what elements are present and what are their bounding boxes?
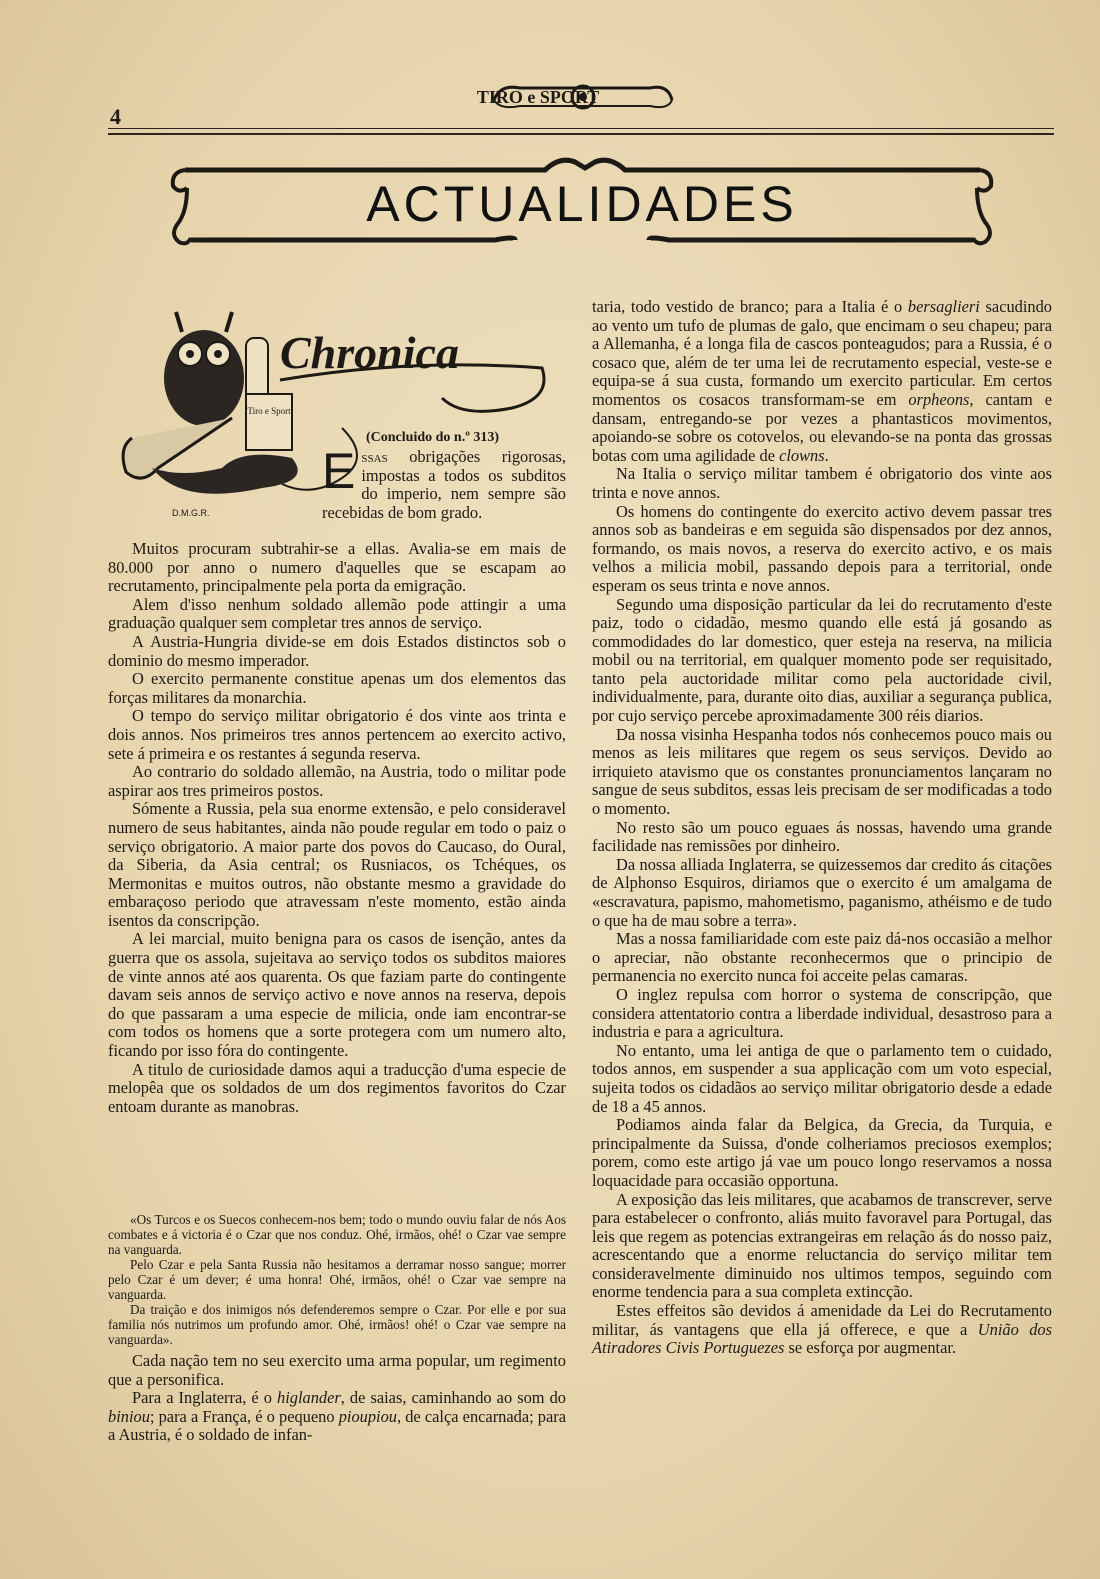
paragraph: Ao contrario do soldado allemão, na Austria, todo o militar pode aspirar aos tres primeiros postos. (108, 762, 566, 800)
header-rule-double (108, 133, 1054, 135)
paragraph: Muitos procuram subtrahir-se a ellas. Avalia-se em mais de 80.000 por anno o numero d'aquelles que se escapam ao recrutamento, principalmente pela porta da emigração. (108, 539, 566, 596)
masthead-logo (476, 70, 676, 116)
paragraph: A titulo de curiosidade damos aqui a traducção d'uma especie de melopêa que os soldados de um dos regimentos favoritos do Czar entoam durante as manobras. (108, 1059, 566, 1116)
section-title: ACTUALIDADES (366, 176, 798, 232)
paragraph: A exposição das leis militares, que acabamos de transcrever, serve para estabelecer o confronto, aliás muito favoravel para Portugal, das leis que regem as potencias extrangeiras em relação ás do nosso paiz, acrescentando que a enorme reluctancia do serviço militar tem consideravelmente diminuido nos ultimos tempos, seguindo com enorme tendencia para a sua completa extincção. (592, 1189, 1052, 1302)
paragraph: Para a Inglaterra, é o higlander, de saias, caminhando ao som do biniou; para a França, é o pequeno pioupiou, de calça encarnada; para a Austria, é o soldado de infan- (108, 1388, 567, 1445)
column-right (592, 298, 1052, 1358)
lead-paragraph (322, 443, 566, 522)
column-left (108, 540, 566, 1116)
bottle-label: Tiro e Sport (247, 406, 291, 416)
paragraph: Podiamos ainda falar da Belgica, da Grecia, da Turquia, e principalmente da Suissa, d'onde colheriamos preciosos exemplos; porem, como este artigo já vae um pouco longo reservamos a nossa loquacidade para occasião opportuna. (592, 1115, 1052, 1190)
paragraph: Da nossa alliada Inglaterra, se quizessemos dar credito ás citações de Alphonso Esquiros, diriamos que o exercito é um amalgama de «escravatura, papismo, mahometismo, paganismo, athéismo e de tudo o que ha de mau sobre a terra». (592, 854, 1052, 930)
illustrator-signature: D.M.G.R. (172, 508, 210, 518)
column-left-end (108, 1352, 566, 1445)
concluded-note: (Concluido do n.º 313) (366, 430, 499, 445)
drop-cap: E (322, 443, 356, 499)
paragraph: O exercito permanente constitue apenas um dos elementos das forças militares da monarchia. (108, 669, 566, 707)
lead-text: obrigações rigorosas, impostas a todos os subditos do imperio, nem sempre são recebidas de bom grado. (322, 447, 566, 522)
quote-stanza: Da traição e dos inimigos nós defenderemos sempre o Czar. Por elle e por sua familia nós nutrimos um profundo amor. Ohé, irmãos! ohé! o Czar vae sempre na vanguarda». (108, 1302, 566, 1347)
paragraph: O inglez repulsa com horror o systema de conscripção, que considera attentatorio contra a liberdade individual, desastroso para a industria e para a agricultura. (592, 984, 1052, 1042)
paragraph: Mas a nossa familiaridade com este paiz dá-nos occasião a melhor o apreciar, não obstante reconhecermos que o principio de permanencia no exercito nunca foi acceite pelas camaras. (592, 929, 1052, 986)
paragraph: Segundo uma disposição particular da lei do recrutamento d'este paiz, todo o cidadão, mesmo quando elle está já gosando as commodidades do lar domestico, quer esteja na reserva, na milicia mobil ou na territorial, em qualquer momento pode ser requisitado, tanto pela auctoridade militar como pela auctoridade civil, individualmente, para, durante oito dias, auxiliar a segurança publica, por cujo serviço percebe aproximadamente 300 réis diarios. (592, 594, 1052, 726)
paragraph: Os homens do contingente do exercito activo devem passar tres annos sob as bandeiras e em seguida são dispensados por dez annos, formando, os mais novos, a reserva do exercito activo, e os mais velhos a milicia mobil, passando depois para a territorial, onde esperam os seus trinta e nove annos. (592, 501, 1052, 595)
quote-stanza: Pelo Czar e pela Santa Russia não hesitamos a derramar nosso sangue; morrer pelo Czar é um dever; é uma honra! Ohé, irmãos, ohé! o Czar vae sempre na vanguarda. (108, 1257, 566, 1302)
paragraph: taria, todo vestido de branco; para a Italia é o bersaglieri sacudindo ao vento um tufo de plumas de galo, que encimam o seu chapeu; para a Allemanha, é a longa fila de cascos ponteagudos; para a Russia, é o cosaco que, além de ter uma lei de recrutamento especial, veste-se e equipa-se á sua custa, formando um exercito particular. Em certos momentos os cosacos transformam-se em orpheons, cantam e dansam, entregando-se por vezes a phantasticos movimentos, apoiando-se sobre os cotovelos, ou elevando-se na ponta das grossas botas com uma agilidade de clowns. (592, 297, 1052, 465)
paragraph: Cada nação tem no seu exercito uma arma popular, um regimento que a personifica. (108, 1351, 566, 1389)
paragraph: No entanto, uma lei antiga de que o parlamento tem o cuidado, todos annos, em suspender a sua applicação com um voto especial, sujeita todos os cidadãos ao serviço militar obrigatorio desde a edade de 18 a 45 annos. (592, 1040, 1052, 1116)
page-number: 4 (110, 104, 121, 129)
paragraph: A Austria-Hungria divide-se em dois Estados distinctos sob o dominio do mesmo imperador. (108, 631, 566, 670)
paragraph: Sómente a Russia, pela sua enorme extensão, e pelo consideravel numero de seus habitantes, ainda não poude regular em todo o paiz o serviço obrigatorio. A maior parte dos povos do Caucaso, do Oural, da Siberia, da Asia central; os Rusniacos, os Tchéques, os Mermonitas e muitos outros, não obstante mesmo a gravidade do embaraçoso periodo que atravessam n'este momento, estão ainda isentos da conscripção. (108, 799, 566, 930)
masthead-text: TIRO e SPORT (476, 87, 600, 107)
paragraph: A lei marcial, muito benigna para os casos de isenção, antes da guerra que os assola, sujeitava ao serviço todos os subditos maiores de vinte annos até aos quarenta. Os que faziam parte do contingente davam seis annos de serviço activo e nove annos na reserva, depois do que passaram a uma especie de milicia, onde iam encontrar-se com todos os homens que a sorte protegera com um numero alto, ficando por isso fóra do contingente. (108, 929, 566, 1061)
lead-smallcaps: ssas (361, 447, 388, 466)
song-quote (108, 1212, 566, 1347)
paragraph: Da nossa visinha Hespanha todos nós conhecemos pouco mais ou menos as leis militares que regem os seus serviços. Devido ao irriquieto atavismo que os constantes pronunciamentos lançaram no sangue de seus subditos, essas leis precisam de ser modificadas a todo o momento. (592, 724, 1052, 819)
chronica-title: Chronica (280, 327, 459, 378)
paragraph: No resto são um pouco eguaes ás nossas, havendo uma grande facilidade nas remissões por dinheiro. (592, 817, 1052, 856)
paragraph: Alem d'isso nenhum soldado allemão pode attingir a uma graduação qualquer sem completar tres annos de serviço. (108, 594, 566, 633)
header-rule (108, 128, 1054, 129)
quote-stanza: «Os Turcos e os Suecos conhecem-nos bem; todo o mundo ouviu falar de nós Aos combates e á victoria é o Czar que nos conduz. Ohé, irmãos, ohé! o Czar vae sempre na vanguarda. (108, 1212, 566, 1257)
paragraph: Estes effeitos são devidos á amenidade da Lei do Recrutamento militar, ás vantagens que ella já offerece, e que a União dos Atiradores Civis Portuguezes se esforça por augmentar. (592, 1301, 1053, 1358)
paragraph: Na Italia o serviço militar tambem é obrigatorio dos vinte aos trinta e nove annos. (592, 464, 1052, 502)
paragraph: O tempo do serviço militar obrigatorio é dos vinte aos trinta e dois annos. Nos primeiros tres annos pertencem ao exercito activo, sete á primeira e os restantes á segunda reserva. (108, 706, 566, 763)
